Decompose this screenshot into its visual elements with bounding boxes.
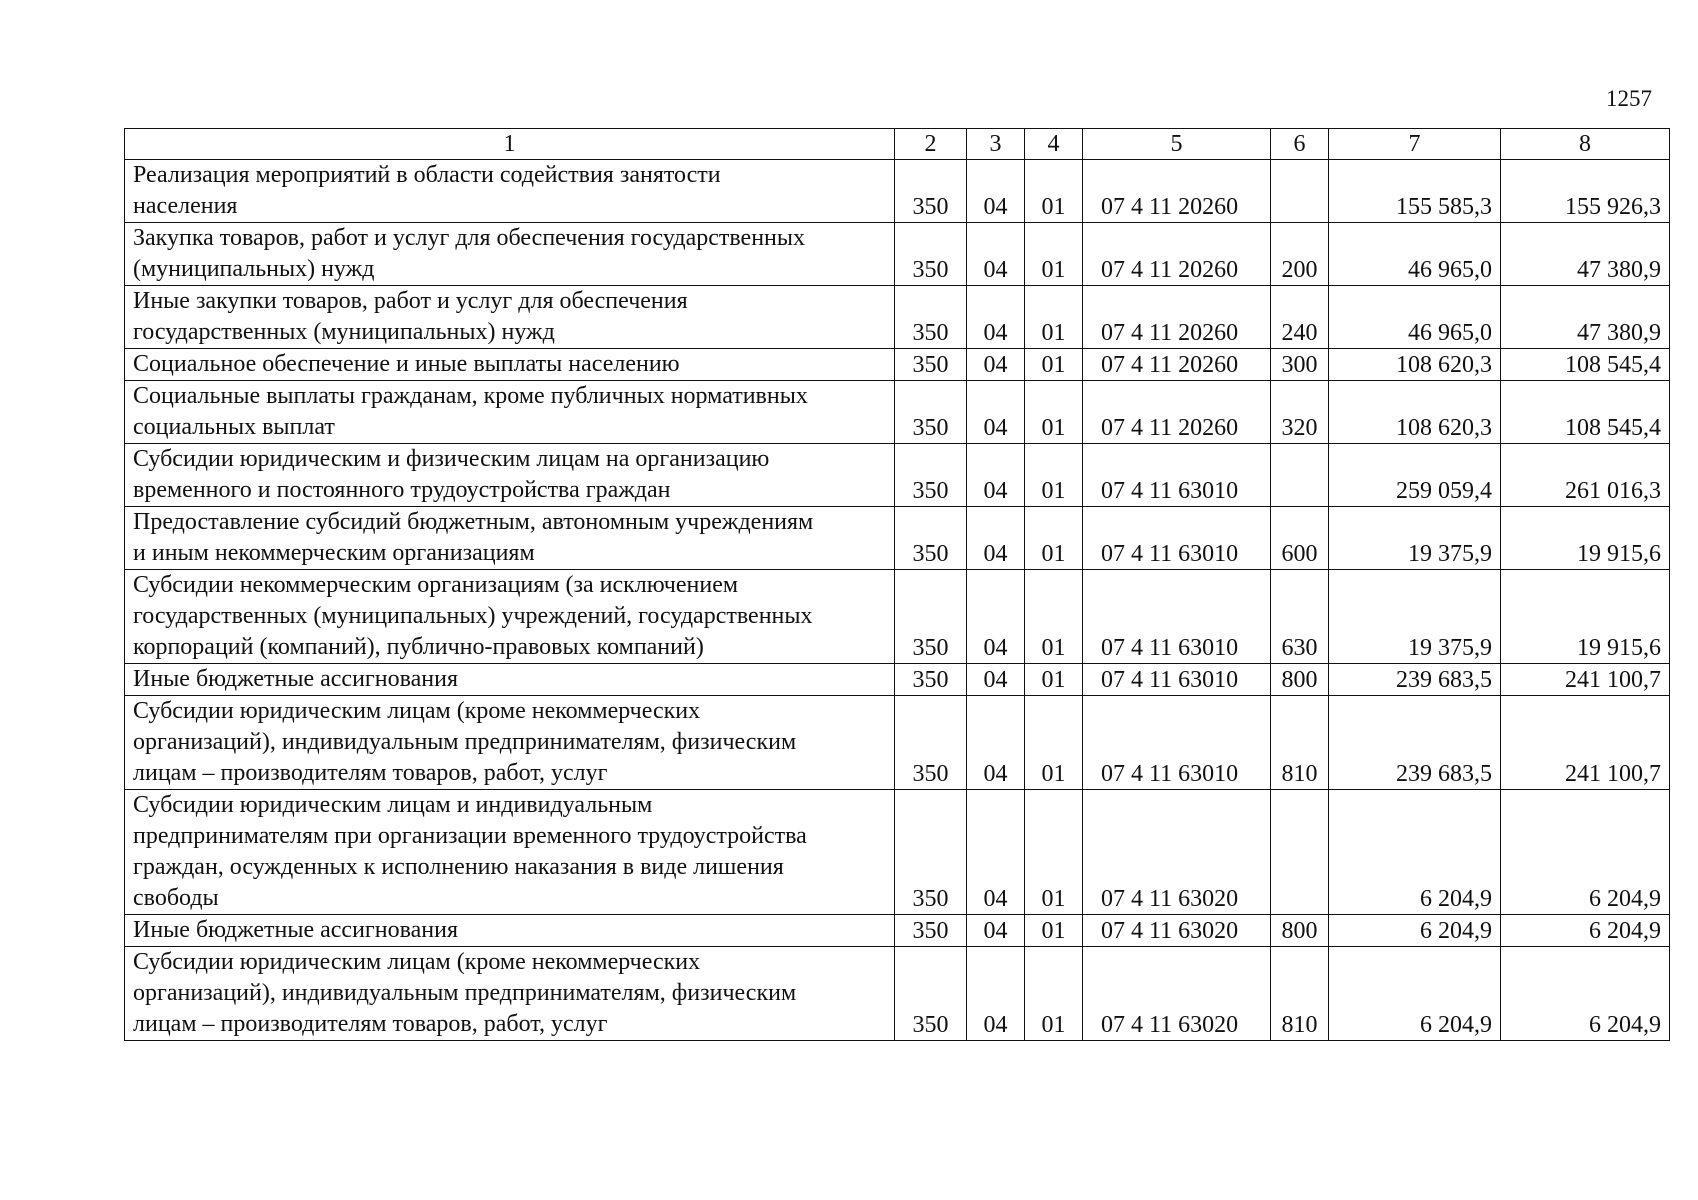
row-code-4-cell: 01 [1025,381,1083,444]
table-row [125,160,1670,223]
row-code-3-cell: 04 [967,286,1025,349]
row-value-7-cell: 19 375,9 [1329,570,1501,664]
row-code-5-cell: 07 4 11 63010 [1083,570,1271,664]
row-code-4-cell: 01 [1025,223,1083,286]
row-name-cell: Субсидии некоммерческим организациям (за исключением государственных (муниципальных) учреждений, государственных корпораций (компаний), публично-правовых компаний) [125,570,895,664]
row-code-5-cell: 07 4 11 20260 [1083,349,1271,381]
row-name-cell: Субсидии юридическим лицам (кроме некоммерческих организаций), индивидуальным предпринимателям, физическим лицам – производителям товаров, работ, услуг [125,947,895,1041]
row-name-cell: Иные бюджетные ассигнования [125,915,895,947]
row-name-cell: Субсидии юридическим и физическим лицам на организацию временного и постоянного трудоустройства граждан [125,444,895,507]
row-name-cell: Иные бюджетные ассигнования [125,664,895,696]
row-code-5-cell: 07 4 11 20260 [1083,223,1271,286]
row-code-3-cell: 04 [967,790,1025,915]
column-header: 5 [1083,129,1271,160]
row-code-5-cell: 07 4 11 20260 [1083,160,1271,223]
row-value-7-cell: 6 204,9 [1329,790,1501,915]
table-row [125,507,1670,570]
row-code-2-cell: 350 [895,160,967,223]
row-code-6-cell [1271,790,1329,915]
row-name-cell: Социальные выплаты гражданам, кроме публичных нормативных социальных выплат [125,381,895,444]
row-name-cell: Субсидии юридическим лицам (кроме некоммерческих организаций), индивидуальным предпринимателям, физическим лицам – производителям товаров, работ, услуг [125,696,895,790]
row-code-2-cell: 350 [895,696,967,790]
table-row [125,947,1670,1041]
row-name-cell: Предоставление субсидий бюджетным, автономным учреждениям и иным некоммерческим организациям [125,507,895,570]
column-header: 6 [1271,129,1329,160]
row-value-8-cell: 241 100,7 [1501,664,1670,696]
row-name-cell: Реализация мероприятий в области содействия занятости населения [125,160,895,223]
row-code-3-cell: 04 [967,664,1025,696]
row-code-6-cell: 320 [1271,381,1329,444]
row-code-3-cell: 04 [967,160,1025,223]
row-value-8-cell: 6 204,9 [1501,915,1670,947]
row-code-5-cell: 07 4 11 63020 [1083,947,1271,1041]
table-body [125,160,1670,1041]
column-header: 1 [125,129,895,160]
row-code-5-cell: 07 4 11 63020 [1083,915,1271,947]
row-code-4-cell: 01 [1025,947,1083,1041]
row-code-5-cell: 07 4 11 63010 [1083,696,1271,790]
row-code-2-cell: 350 [895,286,967,349]
row-code-2-cell: 350 [895,349,967,381]
row-code-2-cell: 350 [895,381,967,444]
row-code-3-cell: 04 [967,507,1025,570]
table-row [125,790,1670,915]
row-value-7-cell: 108 620,3 [1329,381,1501,444]
table-row [125,696,1670,790]
row-code-5-cell: 07 4 11 63010 [1083,664,1271,696]
row-code-2-cell: 350 [895,947,967,1041]
row-value-7-cell: 46 965,0 [1329,223,1501,286]
row-code-5-cell: 07 4 11 20260 [1083,381,1271,444]
row-code-4-cell: 01 [1025,915,1083,947]
row-code-3-cell: 04 [967,381,1025,444]
row-code-4-cell: 01 [1025,160,1083,223]
row-value-8-cell: 261 016,3 [1501,444,1670,507]
row-value-7-cell: 259 059,4 [1329,444,1501,507]
row-code-3-cell: 04 [967,570,1025,664]
row-value-8-cell: 19 915,6 [1501,570,1670,664]
row-code-3-cell: 04 [967,696,1025,790]
table-row [125,444,1670,507]
row-code-6-cell: 240 [1271,286,1329,349]
row-code-3-cell: 04 [967,444,1025,507]
row-value-8-cell: 6 204,9 [1501,790,1670,915]
row-code-2-cell: 350 [895,223,967,286]
table-row [125,286,1670,349]
row-value-8-cell: 47 380,9 [1501,223,1670,286]
row-value-7-cell: 6 204,9 [1329,947,1501,1041]
row-code-6-cell [1271,160,1329,223]
row-code-6-cell: 810 [1271,947,1329,1041]
row-code-6-cell: 200 [1271,223,1329,286]
row-code-5-cell: 07 4 11 63010 [1083,507,1271,570]
row-value-7-cell: 46 965,0 [1329,286,1501,349]
page-number: 1257 [1606,86,1652,111]
row-code-3-cell: 04 [967,915,1025,947]
row-code-2-cell: 350 [895,570,967,664]
row-code-4-cell: 01 [1025,444,1083,507]
row-code-4-cell: 01 [1025,696,1083,790]
row-code-3-cell: 04 [967,947,1025,1041]
row-code-6-cell [1271,444,1329,507]
row-value-7-cell: 239 683,5 [1329,664,1501,696]
row-code-4-cell: 01 [1025,664,1083,696]
table-header-row [125,129,1670,160]
table-row [125,223,1670,286]
row-code-6-cell: 300 [1271,349,1329,381]
row-code-4-cell: 01 [1025,507,1083,570]
row-code-2-cell: 350 [895,507,967,570]
row-code-5-cell: 07 4 11 20260 [1083,286,1271,349]
row-value-8-cell: 19 915,6 [1501,507,1670,570]
budget-table [124,128,1670,1041]
table-row [125,381,1670,444]
row-value-7-cell: 155 585,3 [1329,160,1501,223]
column-header: 2 [895,129,967,160]
row-value-7-cell: 6 204,9 [1329,915,1501,947]
row-code-4-cell: 01 [1025,286,1083,349]
row-value-7-cell: 19 375,9 [1329,507,1501,570]
row-value-8-cell: 155 926,3 [1501,160,1670,223]
row-name-cell: Иные закупки товаров, работ и услуг для обеспечения государственных (муниципальных) нужд [125,286,895,349]
row-code-2-cell: 350 [895,664,967,696]
row-value-8-cell: 6 204,9 [1501,947,1670,1041]
row-value-7-cell: 239 683,5 [1329,696,1501,790]
column-header: 4 [1025,129,1083,160]
row-code-2-cell: 350 [895,790,967,915]
table-row [125,349,1670,381]
column-header: 7 [1329,129,1501,160]
row-code-4-cell: 01 [1025,349,1083,381]
row-value-8-cell: 47 380,9 [1501,286,1670,349]
table-row [125,915,1670,947]
row-code-6-cell: 600 [1271,507,1329,570]
row-name-cell: Субсидии юридическим лицам и индивидуальным предпринимателям при организации временного трудоустройства граждан, осужденных к исполнению наказания в виде лишения свободы [125,790,895,915]
row-code-6-cell: 800 [1271,915,1329,947]
row-value-8-cell: 108 545,4 [1501,381,1670,444]
row-code-5-cell: 07 4 11 63010 [1083,444,1271,507]
row-code-6-cell: 630 [1271,570,1329,664]
row-code-3-cell: 04 [967,223,1025,286]
row-code-4-cell: 01 [1025,570,1083,664]
column-header: 3 [967,129,1025,160]
table-row [125,570,1670,664]
row-code-5-cell: 07 4 11 63020 [1083,790,1271,915]
row-value-8-cell: 241 100,7 [1501,696,1670,790]
row-code-6-cell: 800 [1271,664,1329,696]
row-code-6-cell: 810 [1271,696,1329,790]
row-name-cell: Социальное обеспечение и иные выплаты населению [125,349,895,381]
row-value-7-cell: 108 620,3 [1329,349,1501,381]
row-value-8-cell: 108 545,4 [1501,349,1670,381]
row-name-cell: Закупка товаров, работ и услуг для обеспечения государственных (муниципальных) нужд [125,223,895,286]
table-row [125,664,1670,696]
row-code-2-cell: 350 [895,444,967,507]
row-code-3-cell: 04 [967,349,1025,381]
row-code-2-cell: 350 [895,915,967,947]
row-code-4-cell: 01 [1025,790,1083,915]
column-header: 8 [1501,129,1670,160]
